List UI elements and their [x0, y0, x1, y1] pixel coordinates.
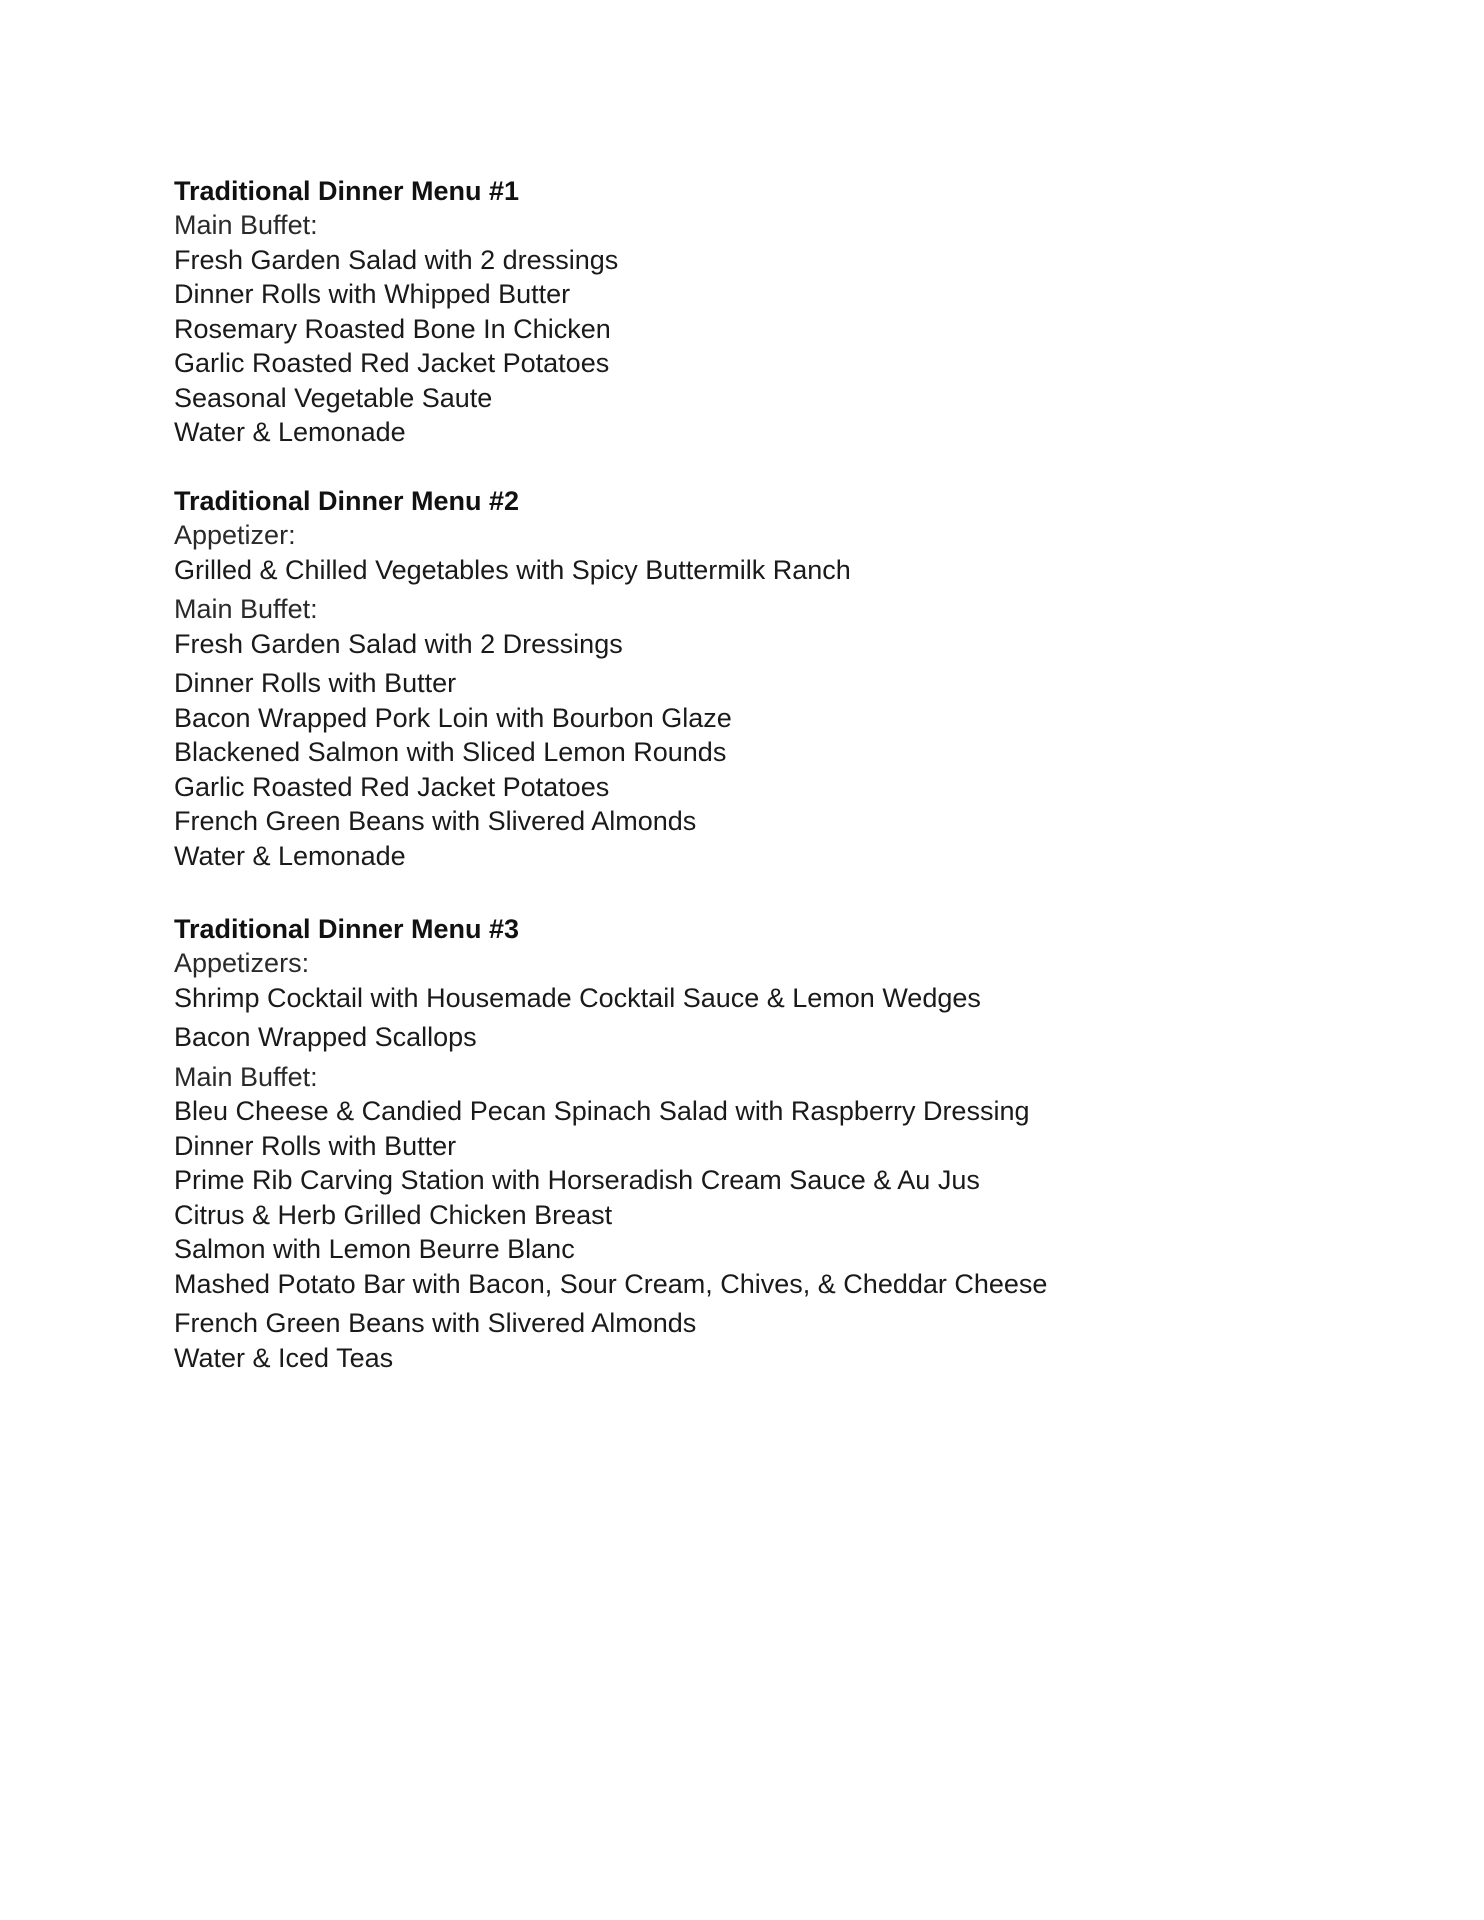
menu-item: Bacon Wrapped Pork Loin with Bourbon Glaze	[174, 702, 732, 733]
menu-1	[174, 174, 1374, 450]
menu-item: Seasonal Vegetable Saute	[174, 382, 493, 413]
menu-item: Fresh Garden Salad with 2 dressings	[174, 244, 619, 275]
menu-item: Water & Lemonade	[174, 417, 406, 447]
menu-item: Salmon with Lemon Beurre Blanc	[174, 1234, 575, 1264]
section-label: Main Buffet:	[174, 210, 318, 240]
section-label: Appetizer:	[174, 520, 296, 550]
menu-item: Dinner Rolls with Butter	[174, 668, 457, 698]
menu-item: Grilled & Chilled Vegetables with Spicy Buttermilk Ranch	[174, 554, 851, 585]
menu-2	[174, 484, 1374, 873]
menu-item: Citrus & Herb Grilled Chicken Breast	[174, 1199, 613, 1230]
menu-item: Mashed Potato Bar with Bacon, Sour Cream, Chives, & Cheddar Cheese	[174, 1268, 1048, 1299]
menu-3	[174, 912, 1374, 1375]
menu-item: Bacon Wrapped Scallops	[174, 1022, 477, 1052]
section-label: Main Buffet:	[174, 1061, 318, 1092]
menu-title: Traditional Dinner Menu #1	[174, 176, 520, 206]
menu-item: Rosemary Roasted Bone In Chicken	[174, 313, 611, 344]
menu-item: Garlic Roasted Red Jacket Potatoes	[174, 771, 610, 802]
section-label: Appetizers:	[174, 948, 310, 978]
menu-title: Traditional Dinner Menu #2	[174, 486, 520, 516]
menu-item: Bleu Cheese & Candied Pecan Spinach Salad with Raspberry Dressing	[174, 1096, 1030, 1126]
menu-item: French Green Beans with Slivered Almonds	[174, 806, 697, 836]
section-label: Main Buffet:	[174, 594, 318, 624]
menu-item: Garlic Roasted Red Jacket Potatoes	[174, 348, 610, 378]
menu-item: Blackened Salmon with Sliced Lemon Rounds	[174, 737, 727, 767]
menu-item: Dinner Rolls with Whipped Butter	[174, 279, 571, 309]
menu-item: Prime Rib Carving Station with Horseradish Cream Sauce & Au Jus	[174, 1165, 980, 1195]
menu-item: Water & Iced Teas	[174, 1342, 394, 1373]
menu-item: Dinner Rolls with Butter	[174, 1130, 457, 1161]
menu-item: Water & Lemonade	[174, 840, 406, 871]
menu-item: Fresh Garden Salad with 2 Dressings	[174, 628, 623, 659]
menu-item: French Green Beans with Slivered Almonds	[174, 1308, 697, 1338]
menu-title: Traditional Dinner Menu #3	[174, 914, 520, 944]
menu-item: Shrimp Cocktail with Housemade Cocktail Sauce & Lemon Wedges	[174, 982, 981, 1013]
